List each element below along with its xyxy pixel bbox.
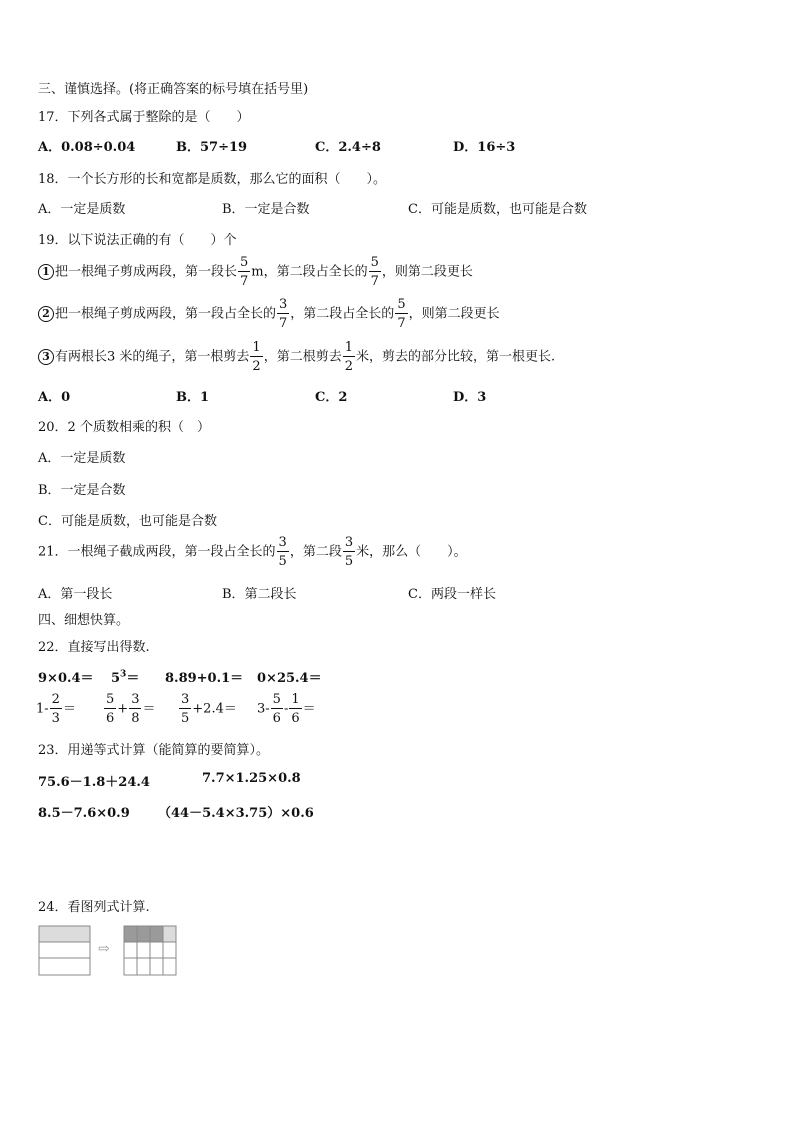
q21-option-c: C．两段一样长: [408, 587, 496, 602]
fraction: $\frac{5}{7}$: [240, 255, 249, 289]
circled-number-1: 1: [38, 264, 54, 280]
q18-option-c: C．可能是质数，也可能是合数: [408, 202, 587, 217]
q19-statement-2: 2 把一根绳子剪成两段，第一段占全长的 $\frac{3}{7}$ ，第二段占全长的 $\frac{5}{7}$ ，则第二段更长: [38, 298, 500, 330]
q23-expr-1: 75.6－1.8＋24.4: [38, 775, 150, 790]
q22-expr-6: $\frac{5}{6}$ + $\frac{3}{8}$ ＝: [106, 692, 156, 726]
fraction: $\frac{1}{2}$: [252, 340, 261, 374]
question-23-stem: 23．用递等式计算（能简算的要简算）。: [38, 743, 270, 758]
section-3-title: 三、谨慎选择。(将正确答案的标号填在括号里): [38, 82, 309, 97]
q19-statement-3: 3 有两根长3 米的绳子，第一根剪去 $\frac{1}{2}$ ，第二根剪去 $\frac{1}{2}$ 米，剪去的部分比较，第一根更长.: [38, 341, 555, 373]
q22-expr-4: 0×25.4＝: [257, 671, 322, 686]
q21-option-a: A．第一段长: [38, 587, 113, 602]
q20-option-a: A．一定是质数: [38, 451, 126, 466]
q22-expr-5: 1- $\frac{2}{3}$ ＝: [36, 692, 76, 726]
question-17-stem: 17．下列各式属于整除的是（ ）: [38, 110, 250, 125]
q23-expr-3: 8.5－7.6×0.9: [38, 806, 130, 821]
q18-option-a: A．一定是质数: [38, 202, 126, 217]
q23-expr-4: （44－5.4×3.75）×0.6: [158, 806, 314, 821]
q19-option-c: C．2: [315, 390, 348, 405]
q22-expr-2: $5^3=$: [111, 669, 140, 686]
question-20-stem: 20．2 个质数相乘的积（ ）: [38, 420, 210, 435]
question-19-stem: 19．以下说法正确的有（ ）个: [38, 233, 237, 248]
question-22-stem: 22．直接写出得数.: [38, 640, 150, 655]
q19-option-d: D．3: [453, 390, 487, 405]
q17-option-d: D．16÷3: [453, 140, 516, 155]
fraction: $\frac{3}{5}$: [278, 535, 287, 569]
circled-number-3: 3: [38, 349, 54, 365]
q23-expr-2: 7.7×1.25×0.8: [202, 771, 301, 786]
question-24-stem: 24．看图列式计算.: [38, 900, 150, 915]
fraction: $\frac{5}{7}$: [370, 255, 379, 289]
right-grid: [124, 926, 176, 975]
fraction: $\frac{3}{7}$: [279, 297, 288, 331]
q22-expr-8: 3- $\frac{5}{6}$ - $\frac{1}{6}$ ＝: [257, 692, 316, 726]
question-21-stem: 21．一根绳子截成两段，第一段占全长的 $\frac{3}{5}$ ，第二段 $\frac{3}{5}$ 米，那么（ ）。: [38, 535, 467, 569]
question-18-stem: 18．一个长方形的长和宽都是质数，那么它的面积（ ）。: [38, 172, 387, 187]
q17-option-c: C．2.4÷8: [315, 140, 381, 155]
q19-option-a: A．0: [38, 390, 71, 405]
fraction: $\frac{1}{2}$: [344, 340, 353, 374]
q17-option-b: B．57÷19: [176, 140, 248, 155]
circled-number-2: 2: [38, 306, 54, 322]
q19-option-b: B．1: [176, 390, 210, 405]
fraction: $\frac{3}{5}$: [344, 535, 354, 569]
q20-option-c: C．可能是质数，也可能是合数: [38, 514, 217, 529]
q22-expr-1: 9×0.4＝: [38, 671, 94, 686]
q20-option-b: B．一定是合数: [38, 483, 126, 498]
q21-option-b: B．第二段长: [222, 587, 297, 602]
q19-statement-1: 1 把一根绳子剪成两段，第一段长 $\frac{5}{7}$ m，第二段占全长的 $\frac{5}{7}$ ，则第二段更长: [38, 256, 473, 288]
left-rectangle: [39, 926, 90, 975]
q22-expr-3: 8.89+0.1＝: [165, 671, 244, 686]
arrow-icon: ⇨: [98, 941, 110, 957]
fraction: $\frac{5}{7}$: [397, 297, 406, 331]
q18-option-b: B．一定是合数: [222, 202, 310, 217]
q17-option-a: A．0.08÷0.04: [38, 140, 136, 155]
q22-expr-7: $\frac{3}{5}$ +2.4＝: [181, 692, 237, 726]
section-4-title: 四、细想快算。: [38, 613, 130, 628]
